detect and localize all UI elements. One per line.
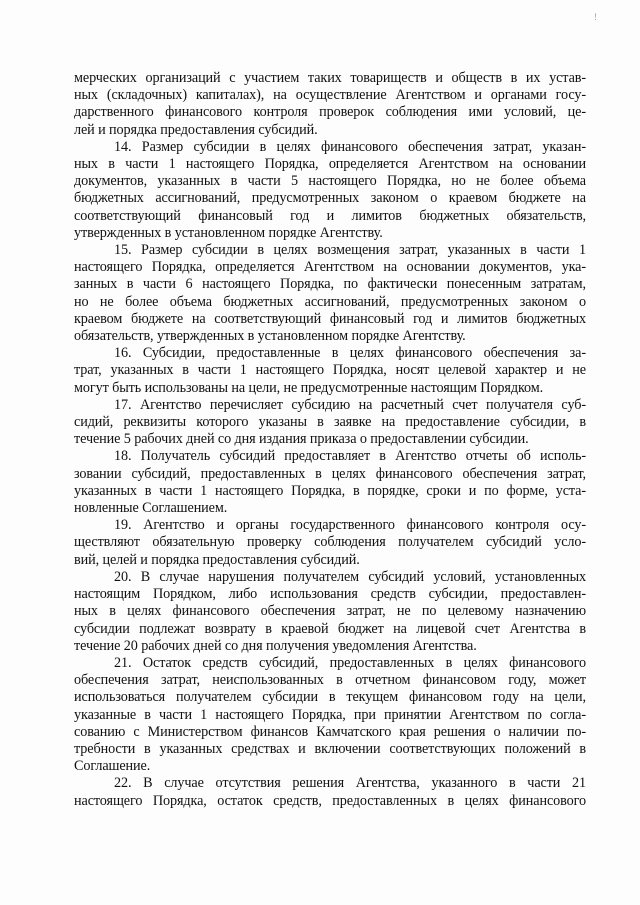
text-line: утвержденных в установленном порядке Агентству.: [74, 224, 383, 241]
text-line: документов, указанных в части 5 настоящего Порядка, но не более объема: [74, 173, 586, 190]
text-line: настоящего Порядка, остаток средств, предоставленных в целях финансового: [74, 792, 586, 809]
text-line: использоваться получателем субсидии в текущем финансовом году на цели,: [74, 689, 586, 706]
text-line: краевом бюджете на соответствующий финансовый год и лимитов бюджетных: [74, 310, 586, 327]
text-line: 16. Субсидии, предоставленные в целях финансового обеспечения за-: [114, 345, 586, 362]
text-line: 20. В случае нарушения получателем субсидий условий, установленных: [114, 568, 586, 585]
text-line: субсидии подлежат возврату в краевой бюджет на лицевой счет Агентства в: [74, 620, 586, 637]
text-line: указанные в части 1 настоящего Порядка, при принятии Агентством по согла-: [74, 706, 586, 723]
text-line: новленные Соглашением.: [74, 500, 228, 517]
text-line: занных в части 6 настоящего Порядка, по фактически понесенным затратам,: [74, 276, 586, 293]
paragraph-p-continued: [74, 70, 586, 139]
text-line: ных в части 1 настоящего Порядка, определяется Агентством на основании: [74, 156, 586, 173]
text-line: 15. Размер субсидии в целях возмещения затрат, указанных в части 1: [114, 242, 586, 259]
text-line: обеспечения затрат, неиспользованных в отчетном финансовом году, может: [74, 672, 586, 689]
text-line: 17. Агентство перечисляет субсидию на расчетный счет получателя суб-: [114, 396, 586, 413]
text-line: ных в целях финансового обеспечения затрат, не по целевому назначению: [74, 603, 586, 620]
paragraph-p-21: [74, 655, 586, 775]
text-line: 22. В случае отсутствия решения Агентства, указанного в части 21: [114, 775, 586, 792]
text-line: могут быть использованы на цели, не предусмотренные настоящим Порядком.: [74, 379, 544, 396]
paragraph-p-20: [74, 569, 586, 655]
paragraph-p-16: [74, 345, 586, 397]
text-line: сидий, реквизиты которого указаны в заявке на предоставление субсидии, в: [74, 414, 586, 431]
text-line: указанных в части 1 настоящего Порядка, в порядке, сроки и по форме, уста-: [74, 482, 586, 499]
text-line: бюджетных ассигнований, предусмотренных законом о краевом бюджете на: [74, 190, 586, 207]
text-line: Соглашение.: [74, 758, 151, 775]
text-line: требности в указанных средствах и включении соответствующих положений в: [74, 740, 586, 757]
text-line: зовании субсидий, предоставленных в целях финансового обеспечения затрат,: [74, 465, 586, 482]
text-line: настоящего Порядка, определяется Агентством на основании документов, ука-: [74, 259, 586, 276]
text-line: мерческих организаций с участием таких товариществ и обществ в их устав-: [74, 70, 586, 86]
text-line: настоящим Порядком, либо использования средств субсидии, предоставлен-: [74, 586, 586, 603]
paragraph-p-14: [74, 139, 586, 242]
text-line: трат, указанных в части 1 настоящего Порядка, носят целевой характер и не: [74, 362, 586, 379]
document-body: [74, 70, 586, 810]
text-line: дарственного финансового контроля проверок соблюдения ими условий, це-: [74, 104, 586, 121]
paragraph-p-19: [74, 517, 586, 569]
text-line: ществляют обязательную проверку соблюдения получателем субсидий усло-: [74, 534, 586, 551]
text-line: но не более объема бюджетных ассигнований, предусмотренных законом о: [74, 293, 586, 310]
text-line: соответствующий финансовый год и лимитов бюджетных обязательств,: [74, 207, 586, 224]
text-line: сованию с Министерством финансов Камчатского края решения о наличии по-: [74, 723, 586, 740]
text-line: обязательств, утвержденных в установленном порядке Агентству.: [74, 328, 466, 345]
text-line: течение 5 рабочих дней со дня издания приказа о предоставлении субсидии.: [74, 431, 529, 448]
text-line: 14. Размер субсидии в целях финансового обеспечения затрат, указан-: [114, 138, 586, 155]
text-line: вий, целей и порядка предоставления субсидий.: [74, 551, 360, 568]
paragraph-p-15: [74, 242, 586, 345]
paragraph-p-18: [74, 448, 586, 517]
paragraph-p-22: [74, 775, 586, 809]
text-line: 18. Получатель субсидий предоставляет в Агентство отчеты об исполь-: [114, 448, 586, 465]
paragraph-p-17: [74, 397, 586, 449]
text-line: 21. Остаток средств субсидий, предоставленных в целях финансового: [114, 654, 586, 671]
text-line: лей и порядка предоставления субсидий.: [74, 121, 318, 138]
text-line: ных (складочных) капиталах), на осуществление Агентством и органами госу-: [74, 87, 586, 104]
text-line: течение 20 рабочих дней со дня получения уведомления Агентства.: [74, 637, 477, 654]
text-line: 19. Агентство и органы государственного финансового контроля осу-: [114, 517, 586, 534]
corner-mark: !: [594, 12, 597, 22]
